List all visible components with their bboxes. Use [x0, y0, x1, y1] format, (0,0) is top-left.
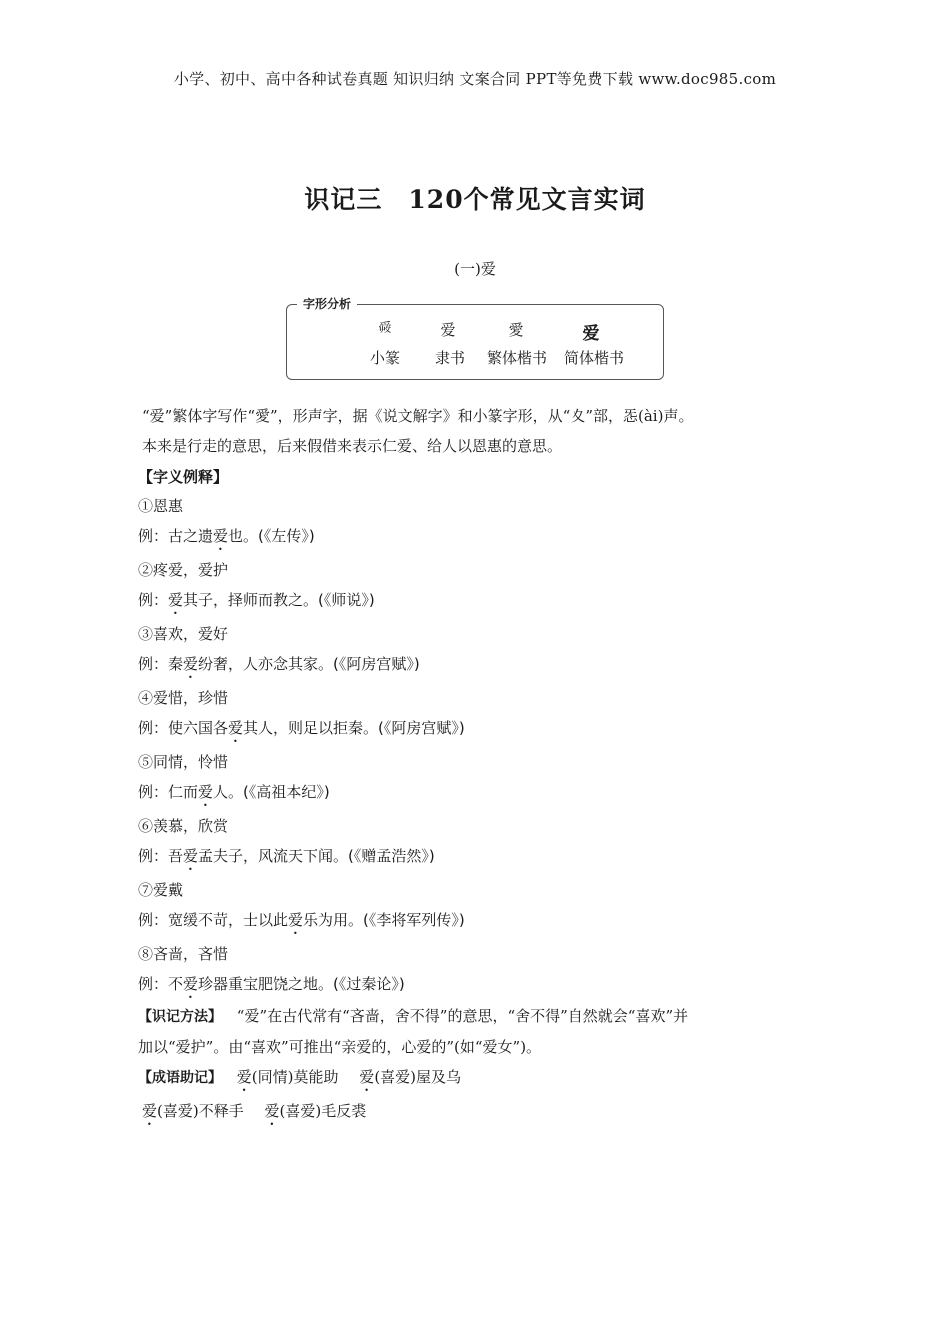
meanings-heading: 【字义例释】	[138, 468, 229, 486]
meaning-sense: ①恩惠	[138, 497, 184, 515]
idiom-item	[237, 1068, 339, 1086]
example-prefix: 例：不	[138, 975, 184, 993]
example-dotted-char: 爱	[168, 591, 184, 609]
idiom-rest: (同情)莫能助	[251, 1068, 339, 1086]
idiom-item	[265, 1102, 367, 1120]
example-dotted-char: 爱	[228, 719, 244, 737]
meaning-example	[138, 909, 465, 938]
example-dotted-char: 爱	[213, 527, 229, 545]
method-line-1	[138, 1005, 688, 1026]
meaning-example	[138, 973, 405, 1002]
example-suffix: 乐为用。(《李将军列传》)	[303, 911, 465, 929]
page-header: 小学、初中、高中各种试卷真题 知识归纳 文案合同 PPT等免费下载 www.doc985.com	[173, 70, 777, 88]
example-prefix: 例：古之遗	[138, 527, 214, 545]
example-suffix: 纷奢，人亦念其家。(《阿房宫赋》)	[198, 655, 420, 673]
glyph-simplified-char: 爱	[582, 324, 600, 344]
meaning-sense: ⑧吝啬，吝惜	[138, 945, 229, 963]
example-prefix: 例：使六国各	[138, 719, 229, 737]
example-prefix: 例：	[138, 591, 169, 609]
glyph-simplified-name: 简体楷书	[563, 349, 624, 367]
meaning-sense: ⑥羡慕，欣赏	[138, 817, 229, 835]
intro-line-2: 本来是行走的意思，后来假借来表示仁爱、给人以恩惠的意思。	[142, 437, 563, 455]
example-suffix: 其子，择师而教之。(《师说》)	[183, 591, 375, 609]
glyph-traditional-char: 愛	[508, 321, 524, 339]
meaning-sense: ⑤同情，怜惜	[138, 753, 229, 771]
example-dotted-char: 爱	[198, 783, 214, 801]
idiom-dotted-char: 爱	[264, 1102, 280, 1120]
idiom-dotted-char: 爱	[236, 1068, 252, 1086]
idiom-rest: (喜爱)屋及乌	[374, 1068, 462, 1086]
meaning-sense: ⑦爱戴	[138, 881, 184, 899]
glyph-seal-name: 小篆	[369, 349, 400, 367]
example-prefix: 例：仁而	[138, 783, 199, 801]
example-prefix: 例：宽缓不苛，士以此	[138, 911, 289, 929]
example-prefix: 例：吾	[138, 847, 184, 865]
idiom-dotted-char: 爱	[359, 1068, 375, 1086]
idiom-dotted-char: 爱	[142, 1102, 158, 1120]
example-suffix: 孟夫子，风流天下闻。(《赠孟浩然》)	[198, 847, 435, 865]
idiom-item	[142, 1102, 244, 1120]
idiom-item	[359, 1068, 461, 1086]
example-suffix: 人。(《高祖本纪》)	[213, 783, 330, 801]
example-dotted-char: 爱	[183, 847, 199, 865]
glyph-clerical-name: 隶书	[434, 349, 465, 367]
glyph-traditional-name: 繁体楷书	[486, 349, 547, 367]
meaning-example	[138, 781, 330, 810]
meaning-sense: ③喜欢，爱好	[138, 625, 229, 643]
example-dotted-char: 爱	[183, 975, 199, 993]
section-subtitle: (一)爱	[454, 260, 496, 278]
example-prefix: 例：秦	[138, 655, 184, 673]
glyph-seal-char: 𤔠	[378, 321, 392, 336]
idioms-line-2	[142, 1100, 366, 1129]
idioms-line-1	[138, 1066, 461, 1095]
method-heading: 【识记方法】	[138, 1009, 222, 1025]
idiom-rest: (喜爱)不释手	[157, 1102, 244, 1120]
meaning-example	[138, 845, 435, 874]
glyph-analysis-box	[286, 297, 664, 380]
example-suffix: 珍器重宝肥饶之地。(《过秦论》)	[198, 975, 405, 993]
page-title: 识记三 120个常见文言实词	[304, 185, 646, 214]
method-text-1: “爱”在古代常有“吝啬，舍不得”的意思，“舍不得”自然就会“喜欢”并	[236, 1007, 689, 1025]
meaning-example	[138, 653, 420, 682]
meaning-example	[138, 589, 375, 618]
example-suffix: 其人，则足以拒秦。(《阿房宫赋》)	[243, 719, 465, 737]
meaning-example	[138, 525, 315, 554]
meaning-example	[138, 717, 465, 746]
glyph-clerical-char: 爱	[440, 321, 456, 339]
glyph-box-label: 字形分析	[297, 295, 357, 312]
example-dotted-char: 爱	[288, 911, 304, 929]
idioms-heading: 【成语助记】	[138, 1070, 222, 1086]
intro-line-1: “爱”繁体字写作“愛”，形声字，据《说文解字》和小篆字形，从“夊”部，㤅(ài)声。	[142, 407, 694, 425]
method-line-2: 加以“爱护”。由“喜欢”可推出“亲爱的，心爱的”(如“爱女”)。	[138, 1038, 542, 1056]
example-suffix: 也。(《左传》)	[228, 527, 315, 545]
meaning-sense: ④爱惜，珍惜	[138, 689, 229, 707]
example-dotted-char: 爱	[183, 655, 199, 673]
idiom-rest: (喜爱)毛反裘	[279, 1102, 367, 1120]
meaning-sense: ②疼爱，爱护	[138, 561, 229, 579]
